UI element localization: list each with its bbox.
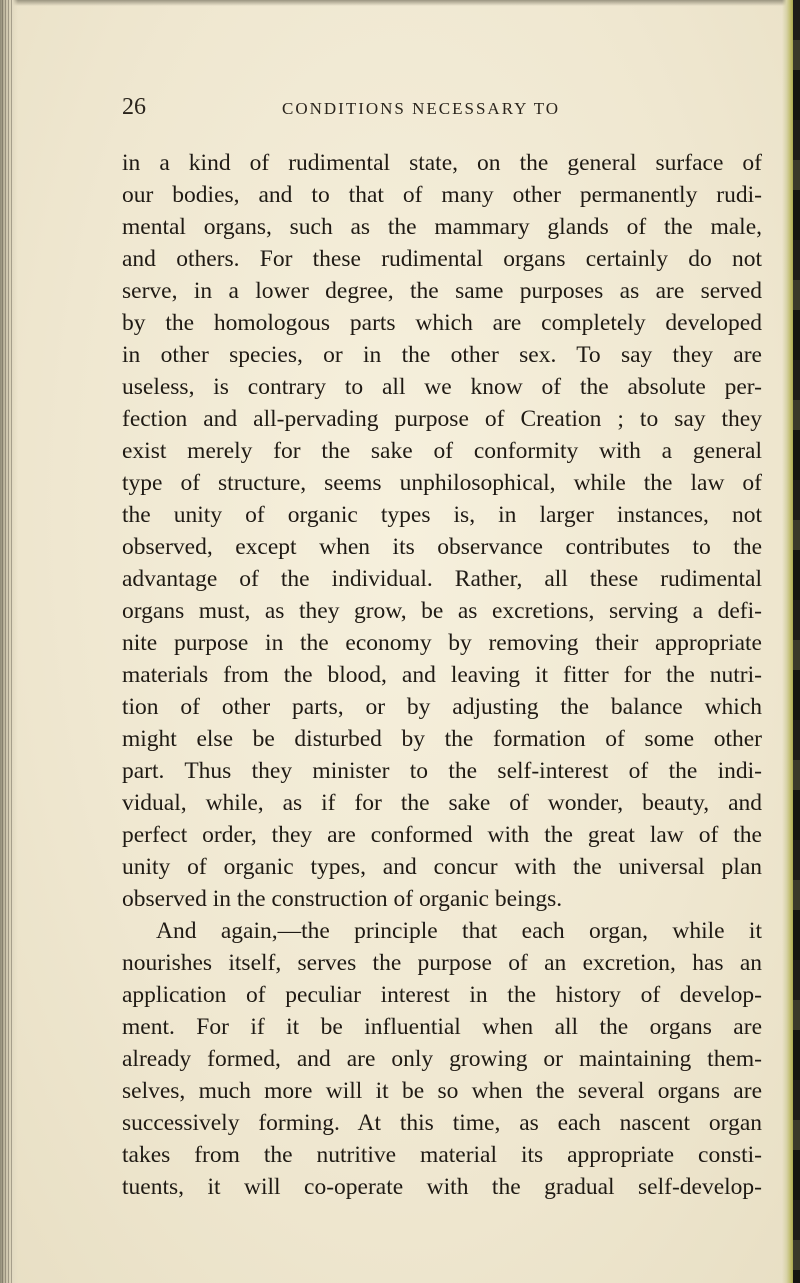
text-line: selves, much more will it be so when the several organs are <box>122 1078 762 1104</box>
text-line: perfect order, they are conformed with the great law of the <box>122 822 762 848</box>
body-text <box>122 147 762 1200</box>
text-line: type of structure, seems unphilosophical, while the law of <box>122 470 762 496</box>
text-line: our bodies, and to that of many other permanently rudi- <box>122 182 762 208</box>
text-line: nite purpose in the economy by removing their appropriate <box>122 630 762 656</box>
text-line: advantage of the individual. Rather, all these rudimental <box>122 566 762 592</box>
text-line: tion of other parts, or by adjusting the balance which <box>122 694 762 720</box>
text-line: organs must, as they grow, be as excretions, serving a defi- <box>122 598 762 624</box>
text-line: by the homologous parts which are completely developed <box>122 310 762 336</box>
text-line: nourishes itself, serves the purpose of an excretion, has an <box>122 950 762 976</box>
text-line: exist merely for the sake of conformity with a general <box>122 438 762 464</box>
text-line: fection and all-pervading purpose of Creation ; to say they <box>122 406 762 432</box>
text-line: part. Thus they minister to the self-interest of the indi- <box>122 758 762 784</box>
text-line: successively forming. At this time, as each nascent organ <box>122 1110 762 1136</box>
text-line: might else be disturbed by the formation of some other <box>122 726 762 752</box>
text-line: materials from the blood, and leaving it fitter for the nutri- <box>122 662 762 688</box>
paragraph-start-line: And again,—the principle that each organ, while it <box>156 918 762 944</box>
text-line: application of peculiar interest in the history of develop- <box>122 982 762 1008</box>
page-stack-lines <box>2 0 12 1283</box>
text-line: mental organs, such as the mammary glands of the male, <box>122 214 762 240</box>
page-top-edge <box>0 0 800 6</box>
text-line: tuents, it will co-operate with the gradual self-develop- <box>122 1174 762 1200</box>
text-line: takes from the nutritive material its appropriate consti- <box>122 1142 762 1168</box>
running-head: CONDITIONS NECESSARY TO <box>282 99 561 118</box>
text-line: ment. For if it be influential when all the organs are <box>122 1014 762 1040</box>
page-header <box>122 92 762 128</box>
text-line: and others. For these rudimental organs certainly do not <box>122 246 762 272</box>
text-line: serve, in a lower degree, the same purposes as are served <box>122 278 762 304</box>
text-line: observed, except when its observance contributes to the <box>122 534 762 560</box>
text-line: already formed, and are only growing or maintaining them- <box>122 1046 762 1072</box>
text-line: unity of organic types, and concur with the universal plan <box>122 854 762 880</box>
page-number: 26 <box>122 94 146 120</box>
paragraph-end-line: observed in the construction of organic beings. <box>122 886 563 912</box>
book-edge-shadow <box>793 0 800 1283</box>
text-line: in other species, or in the other sex. To say they are <box>122 342 762 368</box>
text-line: the unity of organic types is, in larger instances, not <box>122 502 762 528</box>
text-line: in a kind of rudimental state, on the general surface of <box>122 150 762 176</box>
text-line: useless, is contrary to all we know of the absolute per- <box>122 374 762 400</box>
text-line: vidual, while, as if for the sake of wonder, beauty, and <box>122 790 762 816</box>
